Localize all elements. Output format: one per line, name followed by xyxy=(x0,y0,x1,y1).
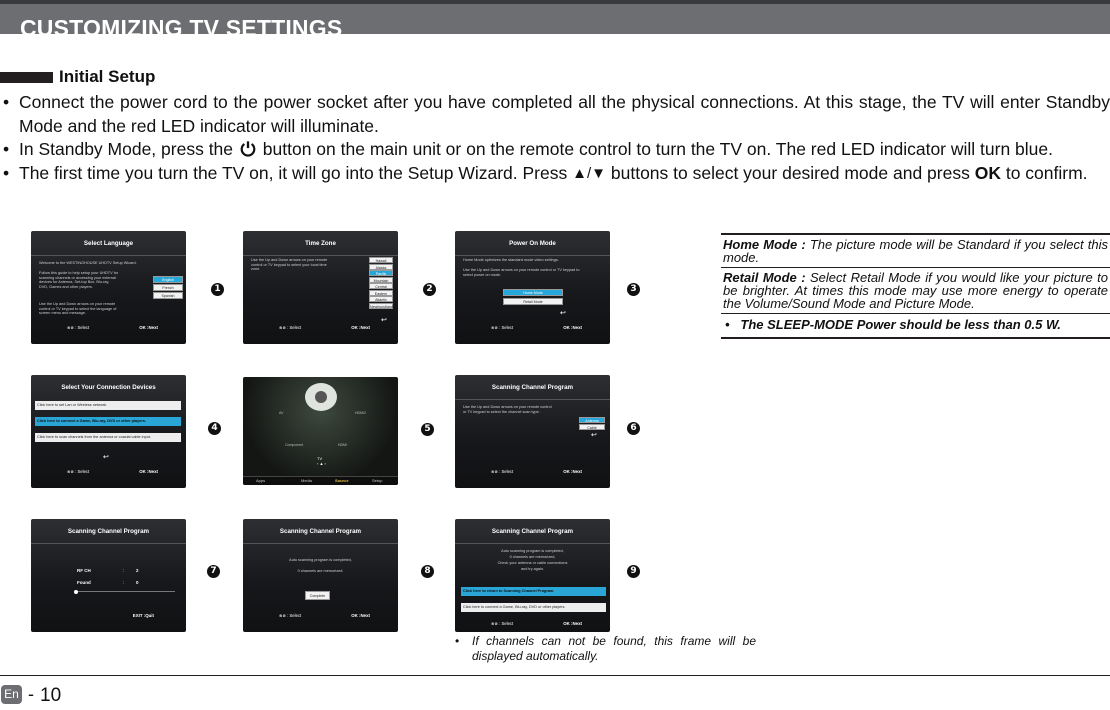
screen-source-menu: AV Component HDMI HDMI2 TV ‹ ▲ › Apps Media Source Setup xyxy=(243,377,398,485)
screen-scan-type: Scanning Channel Program Use the Up and Down arrows on your remote control or TV keypad to select the channel scan type. Antenna Cable ↩ ⊗⊗ : Select OK :Next xyxy=(455,375,610,488)
sleep-mode-note: • The SLEEP-MODE Power should be less than 0.5 W. xyxy=(721,313,1110,339)
option-spanish[interactable]: Spanish xyxy=(153,292,183,299)
up-down-arrow-icon: ▲/▼ xyxy=(572,164,606,182)
step-number: 1 xyxy=(211,283,224,296)
retail-mode-note: Retail Mode : Select Retail Mode if you would like your picture to be brighter. At times this mode may use more energy to operate the Volume/Sound Mode and Picture Mode. xyxy=(721,267,1110,313)
section-title: Initial Setup xyxy=(59,67,156,86)
screen-time-zone: Time Zone Use the Up and Down arrows on your remote control or TV keypad to select your local time zone. Hawaii Alaska Pacific Mountain Central Eastern Atlantic Newfoundland ↩ ⊗⊗ : Select OK :Next xyxy=(243,231,398,344)
screen-scan-complete: Scanning Channel Program Auto scanning program is completed, 0 channels are memorized. Complete ⊗⊗ : Select OK :Next xyxy=(243,519,398,632)
list-item: • Connect the power cord to the power socket after you have completed all the physical connections. At this stage, the TV will enter Standby Mode and the red LED indicator will illuminate. xyxy=(3,92,1110,136)
back-icon: ↩ xyxy=(381,317,387,324)
language-badge: En xyxy=(1,685,22,704)
home-mode-note: Home Mode : The picture mode will be Standard if you select this mode. xyxy=(721,233,1110,267)
step-number: 5 xyxy=(421,423,434,436)
screen-connection-devices: Select Your Connection Devices Click here to set Lan or Wireless network. Click here to connect a Game, Blu-ray, DVD or other players. Click here to scan channels from the antenna or coaxial cable input. ↩ ⊗⊗ : Select OK :Next xyxy=(31,375,186,488)
back-icon: ↩ xyxy=(103,454,109,461)
section-heading xyxy=(0,67,155,87)
screen-scan-progress: Scanning Channel Program RF CH : 2 Found : 0 EXIT :Quit xyxy=(31,519,186,632)
step-number: 7 xyxy=(207,565,220,578)
page-title: CUSTOMIZING TV SETTINGS xyxy=(20,15,343,41)
power-icon xyxy=(238,140,258,158)
section-marker xyxy=(0,72,53,83)
back-icon: ↩ xyxy=(591,432,597,439)
page-number: 10 xyxy=(40,685,62,706)
back-icon: ↩ xyxy=(560,310,566,317)
screen-power-on-mode: Power On Mode Home Mode optimizes the standard mode video settings. Use the Up and Down arrows on your remote control or TV keypad to select power on mode. Home Mode Retail Mode ↩ ⊗⊗ : Select OK :Next xyxy=(455,231,610,344)
instruction-list xyxy=(0,91,1110,185)
step-number: 2 xyxy=(423,283,436,296)
step-number: 4 xyxy=(208,422,221,435)
screen-select-language: Select Language Welcome to the WESTINGHOUSE UHDTV Setup Wizard. Follow this guide to help setup your UHDTV for scanning channels or accessing your external devices for Antenna, Set-top Box, Blu-ray, DVD, Games and other players. Use the Up and Down arrows on your remote control or TV keypad to select the language of screen menu and message. English French Spanish ⊗⊗ : Select OK :Next xyxy=(31,231,186,344)
page-dash: - xyxy=(28,684,34,704)
footnote: • If channels can not be found, this frame will be displayed automatically. xyxy=(455,634,756,663)
step-number: 8 xyxy=(421,565,434,578)
option-french[interactable]: French xyxy=(153,284,183,291)
list-item: • The first time you turn the TV on, it will go into the Setup Wizard. Press ▲/▼ buttons to select your desired mode and press OK to confirm. xyxy=(0,162,1110,186)
progress-bar xyxy=(75,591,175,592)
list-item: • In Standby Mode, press the button on the main unit or on the remote control to turn the TV on. The red LED indicator will turn blue. xyxy=(3,139,1053,159)
header-bar xyxy=(0,0,1110,41)
option-english[interactable]: English xyxy=(153,276,183,283)
footer-rule xyxy=(0,675,1110,676)
complete-button[interactable]: Complete xyxy=(305,591,330,600)
step-number: 3 xyxy=(627,283,640,296)
ok-key: OK xyxy=(974,162,1001,183)
step-number: 9 xyxy=(627,565,640,578)
screen-scan-failed: Scanning Channel Program Auto scanning program is completed, 0 channels are memorized, Check your antenna or cable connections and try again. Click here to return to Scanning Channel Program. Click here to connect a Game, Blu-ray, DVD or other players. ⊗⊗ : Select OK :Next xyxy=(455,519,610,632)
step-number: 6 xyxy=(627,422,640,435)
bullet-text: Connect the power cord to the power socket after you have completed all the physical connections. At this stage, the TV will enter Standby Mode and the red LED indicator will illuminate. xyxy=(19,92,1110,136)
mode-notes xyxy=(721,233,1110,339)
